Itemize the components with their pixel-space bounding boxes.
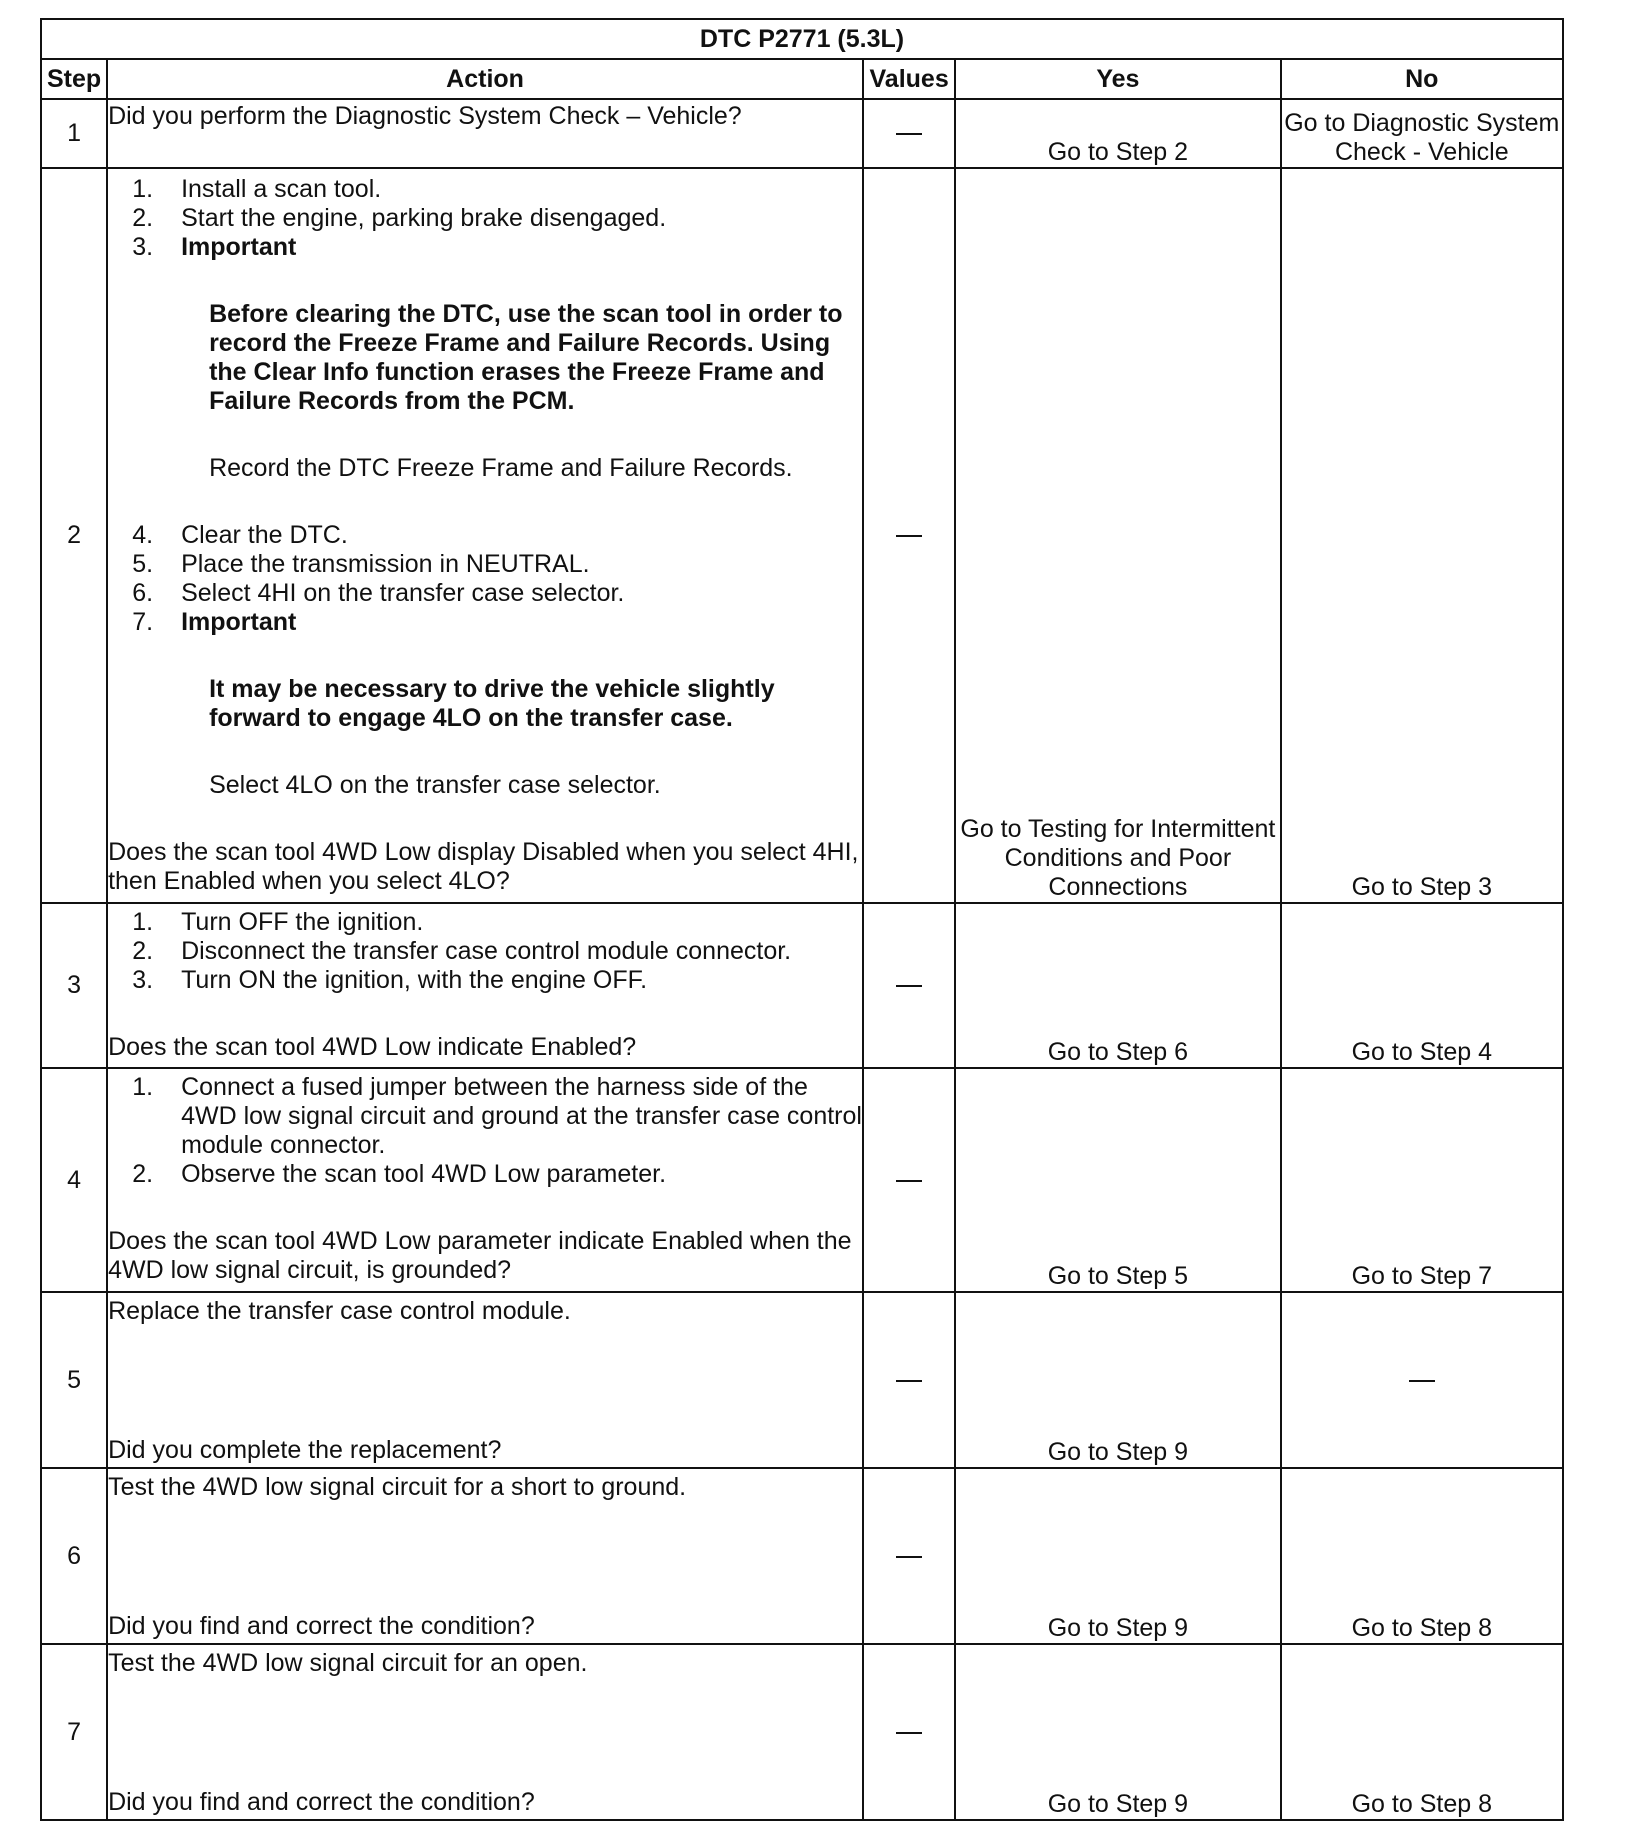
- action-cell: [107, 903, 863, 1068]
- title-row: [41, 19, 1563, 59]
- table-row: [41, 1468, 1563, 1644]
- step-number: 6: [41, 1468, 107, 1644]
- dash-mark: [1409, 1380, 1435, 1382]
- header-row: [41, 59, 1563, 99]
- item-number: 1.: [132, 175, 154, 203]
- list-item: [108, 521, 862, 550]
- header-no: No: [1281, 59, 1563, 99]
- yes-cell: Go to Step 9: [955, 1644, 1280, 1820]
- item-number: 4.: [132, 521, 154, 549]
- item-text: Place the transmission in NEUTRAL.: [181, 550, 590, 578]
- dash-mark: [896, 1380, 922, 1382]
- action-cell: [107, 1292, 863, 1468]
- item-text: Clear the DTC.: [181, 521, 348, 549]
- action-text: Test the 4WD low signal circuit for a short to ground.: [108, 1473, 687, 1501]
- item-text: Observe the scan tool 4WD Low parameter.: [181, 1160, 667, 1188]
- item-text: Disconnect the transfer case control module connector.: [181, 937, 792, 965]
- no-cell: Go to Step 4: [1281, 903, 1563, 1068]
- item-number: 1.: [132, 908, 154, 936]
- yes-cell: Go to Step 9: [955, 1292, 1280, 1468]
- no-cell: Go to Step 7: [1281, 1068, 1563, 1292]
- item-number: 2.: [132, 1160, 154, 1188]
- action-cell: [107, 99, 863, 168]
- yes-cell: Go to Step 5: [955, 1068, 1280, 1292]
- yes-cell: Go to Step 9: [955, 1468, 1280, 1644]
- step-number: 4: [41, 1068, 107, 1292]
- action-question: Does the scan tool 4WD Low indicate Enabled?: [108, 1033, 637, 1061]
- step-number: 2: [41, 168, 107, 903]
- action-question: Does the scan tool 4WD Low parameter indicate Enabled when the 4WD low signal circuit, is grounded?: [108, 1227, 852, 1284]
- item-number: 1.: [132, 1073, 154, 1101]
- values-cell: [863, 1644, 955, 1820]
- list-item: [108, 579, 862, 608]
- list-item: [108, 1073, 862, 1160]
- item-number: 7.: [132, 608, 154, 636]
- list-item: [108, 608, 862, 637]
- dash-mark: [896, 133, 922, 135]
- action-steps: [108, 908, 862, 995]
- important-label: Important: [181, 608, 297, 636]
- action-question: Did you find and correct the condition?: [108, 1788, 535, 1816]
- item-number: 6.: [132, 579, 154, 607]
- action-wrap: [108, 1469, 862, 1643]
- item-number: 5.: [132, 550, 154, 578]
- action-cell: [107, 1068, 863, 1292]
- item-number: 3.: [132, 233, 154, 261]
- table-row: [41, 1292, 1563, 1468]
- values-cell: [863, 1292, 955, 1468]
- item-number: 3.: [132, 966, 154, 994]
- list-item: [108, 233, 862, 262]
- values-cell: [863, 903, 955, 1068]
- step-number: 1: [41, 99, 107, 168]
- action-wrap: [108, 1645, 862, 1819]
- values-cell: [863, 1068, 955, 1292]
- list-item: [108, 204, 862, 233]
- action-question: Did you find and correct the condition?: [108, 1612, 535, 1640]
- important-note: It may be necessary to drive the vehicle slightly forward to engage 4LO on the transfer case.: [209, 675, 775, 732]
- list-item: [108, 175, 862, 204]
- list-item: [108, 550, 862, 579]
- list-item: [108, 908, 862, 937]
- table-row: [41, 168, 1563, 903]
- item-text: Turn ON the ignition, with the engine OFF.: [181, 966, 648, 994]
- dash-mark: [896, 1180, 922, 1182]
- no-cell: Go to Step 8: [1281, 1468, 1563, 1644]
- action-instruction: Record the DTC Freeze Frame and Failure Records.: [209, 454, 793, 482]
- action-steps: [108, 521, 862, 637]
- action-instruction: Select 4LO on the transfer case selector.: [209, 771, 661, 799]
- action-steps: [108, 1073, 862, 1189]
- item-number: 2.: [132, 937, 154, 965]
- item-text: Start the engine, parking brake disengaged.: [181, 204, 667, 232]
- table-row: [41, 1644, 1563, 1820]
- table-row: [41, 1068, 1563, 1292]
- dash-mark: [896, 1732, 922, 1734]
- action-cell: [107, 168, 863, 903]
- values-cell: [863, 99, 955, 168]
- header-action: Action: [107, 59, 863, 99]
- yes-cell: Go to Testing for Intermittent Conditions and Poor Connections: [955, 168, 1280, 903]
- step-number: 3: [41, 903, 107, 1068]
- action-text: Did you perform the Diagnostic System Check – Vehicle?: [108, 102, 742, 130]
- action-text: Test the 4WD low signal circuit for an open.: [108, 1649, 588, 1677]
- values-cell: [863, 168, 955, 903]
- action-question: Does the scan tool 4WD Low display Disabled when you select 4HI, then Enabled when you select 4LO?: [108, 838, 859, 895]
- list-item: [108, 937, 862, 966]
- action-cell: [107, 1644, 863, 1820]
- yes-cell: Go to Step 6: [955, 903, 1280, 1068]
- values-cell: [863, 1468, 955, 1644]
- header-values: Values: [863, 59, 955, 99]
- item-text: Connect a fused jumper between the harness side of the 4WD low signal circuit and ground at the transfer case control module connector.: [181, 1073, 862, 1159]
- no-cell: Go to Diagnostic System Check - Vehicle: [1281, 99, 1563, 168]
- important-label: Important: [181, 233, 297, 261]
- action-wrap: [108, 1293, 862, 1467]
- step-number: 5: [41, 1292, 107, 1468]
- list-item: [108, 966, 862, 995]
- item-text: Select 4HI on the transfer case selector.: [181, 579, 625, 607]
- table-title: DTC P2771 (5.3L): [41, 19, 1563, 59]
- list-item: [108, 1160, 862, 1189]
- item-text: Turn OFF the ignition.: [181, 908, 424, 936]
- table-row: [41, 99, 1563, 168]
- no-cell: [1281, 1292, 1563, 1468]
- action-question: Did you complete the replacement?: [108, 1436, 502, 1464]
- item-text: Install a scan tool.: [181, 175, 382, 203]
- no-cell: Go to Step 8: [1281, 1644, 1563, 1820]
- action-steps: [108, 175, 862, 262]
- item-number: 2.: [132, 204, 154, 232]
- important-note: Before clearing the DTC, use the scan tool in order to record the Freeze Frame and Failure Records. Using the Clear Info function erases the Freeze Frame and Failure Records from the PCM.: [209, 300, 843, 415]
- step-number: 7: [41, 1644, 107, 1820]
- yes-cell: Go to Step 2: [955, 99, 1280, 168]
- dtc-table: [40, 18, 1564, 1821]
- header-yes: Yes: [955, 59, 1280, 99]
- dash-mark: [896, 1556, 922, 1558]
- action-text: Replace the transfer case control module.: [108, 1297, 571, 1325]
- table-row: [41, 903, 1563, 1068]
- action-cell: [107, 1468, 863, 1644]
- dash-mark: [896, 985, 922, 987]
- header-step: Step: [41, 59, 107, 99]
- dash-mark: [896, 535, 922, 537]
- no-cell: Go to Step 3: [1281, 168, 1563, 903]
